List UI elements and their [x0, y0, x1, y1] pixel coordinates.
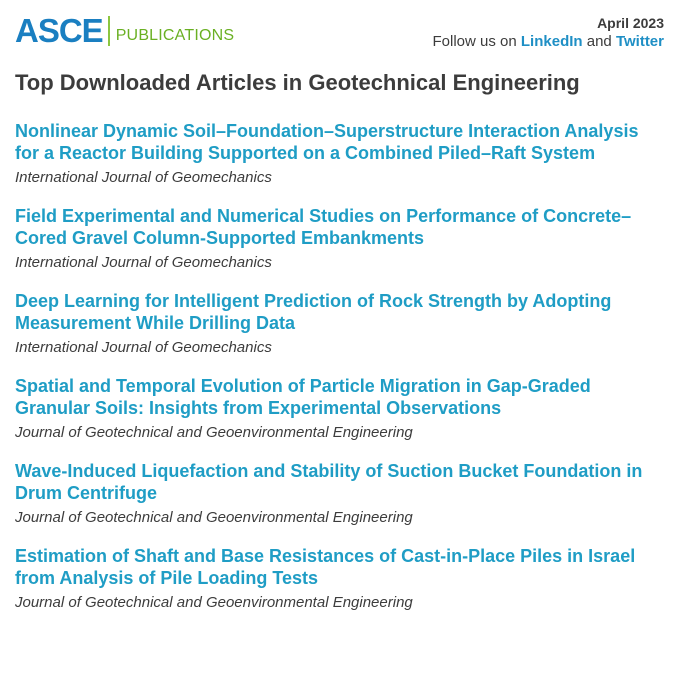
article-item [15, 458, 665, 528]
asce-publications-logo[interactable] [15, 12, 234, 50]
article-item [15, 203, 665, 273]
article-journal: International Journal of Geomechanics [15, 169, 272, 186]
header-meta [433, 14, 665, 52]
article-list [15, 118, 665, 628]
article-journal: Journal of Geotechnical and Geoenvironmental Engineering [15, 594, 413, 611]
article-item [15, 288, 665, 358]
logo-divider [108, 16, 110, 46]
linkedin-link[interactable]: LinkedIn [520, 33, 583, 50]
follow-and: and [586, 33, 612, 50]
issue-date: April 2023 [597, 15, 664, 31]
article-title-link[interactable]: Wave-Induced Liquefaction and Stability of Suction Bucket Foundation in Drum Centrifuge [15, 461, 643, 503]
article-item [15, 373, 665, 443]
article-journal: International Journal of Geomechanics [15, 254, 272, 271]
article-title-link[interactable]: Deep Learning for Intelligent Prediction of Rock Strength by Adopting Measurement While Drilling Data [15, 291, 612, 333]
follow-us-line [433, 32, 665, 52]
logo-publications-text: PUBLICATIONS [115, 26, 235, 44]
header [0, 0, 673, 60]
article-title-link[interactable]: Estimation of Shaft and Base Resistances of Cast-in-Place Piles in Israel from Analysis of Pile Loading Tests [15, 546, 636, 588]
article-journal: Journal of Geotechnical and Geoenvironmental Engineering [15, 509, 413, 526]
article-title-link[interactable]: Nonlinear Dynamic Soil–Foundation–Superstructure Interaction Analysis for a Reactor Building Supported on a Combined Piled–Raft System [15, 121, 639, 163]
article-item [15, 118, 665, 188]
page-title: Top Downloaded Articles in Geotechnical Engineering [15, 70, 580, 95]
article-title-link[interactable]: Spatial and Temporal Evolution of Particle Migration in Gap-Graded Granular Soils: Insights from Experimental Observations [15, 376, 591, 418]
logo-asce-text: ASCE [15, 12, 103, 49]
article-title-link[interactable]: Field Experimental and Numerical Studies on Performance of Concrete–Cored Gravel Column-Supported Embankments [15, 206, 632, 248]
follow-prefix: Follow us on [432, 33, 517, 50]
article-journal: International Journal of Geomechanics [15, 339, 272, 356]
article-item [15, 543, 665, 613]
twitter-link[interactable]: Twitter [615, 33, 664, 50]
article-journal: Journal of Geotechnical and Geoenvironmental Engineering [15, 424, 413, 441]
